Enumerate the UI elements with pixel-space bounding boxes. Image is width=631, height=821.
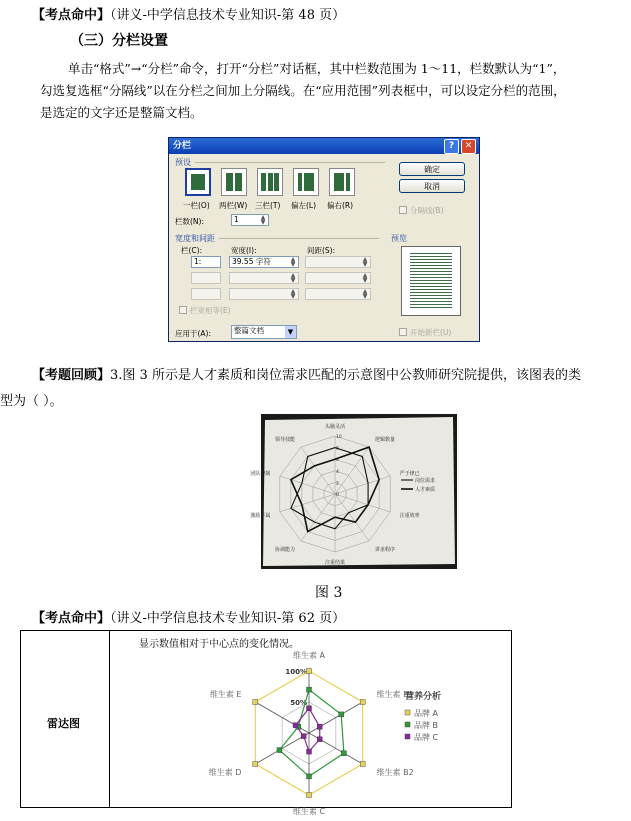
radar-axis-label: 维生素 B1 — [376, 690, 414, 699]
photo-tick-label: 10 — [336, 435, 342, 440]
cancel-button[interactable]: 取消 — [399, 179, 465, 193]
radar-series-point — [277, 748, 282, 753]
photo-tick-label: 6 — [336, 458, 339, 464]
preset-left[interactable] — [293, 168, 319, 196]
ok-button[interactable]: 确定 — [399, 162, 465, 176]
column-count-input[interactable] — [231, 214, 269, 226]
preview-page — [401, 246, 461, 316]
photo-axis-label: 激励下属 — [250, 513, 271, 520]
heading-2-bracket: 【考点命中】 — [32, 611, 111, 626]
spacing-header: 间距(S): — [307, 246, 336, 255]
radar-series-point — [307, 687, 312, 692]
radar-axis-label: 维生素 D — [208, 768, 242, 777]
heading-1 — [32, 4, 345, 23]
heading-1-ref: （讲义-中学信息技术专业知识-第 48 页） — [110, 8, 346, 23]
photo-legend-label: 岗位需求 — [415, 478, 436, 484]
chevron-down-icon[interactable]: ▼ — [285, 326, 296, 338]
equal-width-checkbox[interactable] — [179, 306, 187, 314]
spacing-input-3[interactable] — [305, 288, 371, 300]
photo-axis-label: 讲求程序 — [374, 547, 395, 554]
separator-label: 分隔线(B) — [410, 206, 444, 215]
photo-tick-label: 8 — [336, 446, 339, 452]
para-line-2: 勾选复选框“分隔线”以在分栏之间加上分隔线。在“应用范围”列表框中，可以设定分栏的范围， — [40, 83, 566, 98]
radar-axis-label: 维生素 B2 — [376, 768, 414, 777]
preset-right[interactable] — [329, 168, 355, 196]
legend-label: 品牌 B — [414, 721, 439, 730]
subheading: （三）分栏设置 — [70, 33, 168, 49]
legend-swatch — [405, 734, 410, 739]
columns-dialog — [168, 137, 480, 342]
col-number-1-text: 1: — [194, 257, 202, 266]
width-input-1[interactable] — [229, 256, 299, 268]
spinner-icon[interactable]: ▲ ▼ — [362, 256, 368, 268]
spinner-icon[interactable]: ▲ ▼ — [260, 214, 266, 226]
column-count-label: 栏数(N): — [175, 217, 204, 226]
radar-series-line — [279, 690, 343, 777]
figure-3-photo — [250, 414, 457, 569]
legend-swatch — [405, 710, 410, 715]
preset-label-3: 三栏(T) — [255, 201, 281, 210]
radar-tick-label: 100% — [285, 668, 307, 676]
width-group-label: 宽度和间距 — [175, 234, 215, 243]
radar-series-line — [296, 708, 320, 751]
preset-label-2: 两栏(W) — [219, 201, 248, 210]
radar-series-point — [307, 749, 312, 754]
preset-label-5: 偏右(R) — [327, 201, 354, 210]
radar-series-point — [301, 734, 306, 739]
radar-series-point — [307, 706, 312, 711]
photo-axis-label: 严于律已 — [399, 470, 420, 477]
col-number-2 — [191, 272, 221, 284]
preset-label-4: 偏左(L) — [291, 201, 317, 210]
para-line-1: 单击“格式”→“分栏”命令，打开“分栏”对话框，其中栏数范围为 1～11，栏数默认为“1”， — [68, 61, 566, 76]
radar-series-point — [360, 762, 365, 767]
photo-radar-svg — [250, 414, 457, 569]
preview-text-lines — [410, 253, 452, 309]
radar-series-point — [341, 751, 346, 756]
spacing-input-2[interactable] — [305, 272, 371, 284]
legend-label: 品牌 C — [414, 733, 439, 742]
preset-one-column[interactable] — [185, 168, 211, 196]
radar-series-point — [317, 737, 322, 742]
legend-title: 营养分析 — [405, 692, 442, 702]
radar-chart-svg — [113, 651, 508, 816]
radar-table — [20, 630, 512, 816]
figure-caption: 图 3 — [315, 585, 343, 601]
radar-series-point — [293, 723, 298, 728]
radar-axis-label: 维生素 A — [292, 651, 326, 660]
apply-to-label: 应用于(A): — [175, 329, 212, 338]
width-input-3[interactable] — [229, 288, 299, 300]
question-bracket: 【考题回顾】 — [32, 368, 111, 383]
photo-axis-label: 头脑灵活 — [324, 424, 346, 430]
spinner-icon[interactable]: ▲ ▼ — [362, 272, 368, 284]
photo-axis-label: 团队控制 — [250, 470, 271, 477]
apply-to-value: 整篇文档 — [234, 326, 264, 335]
photo-axis-label: 注重结果 — [324, 560, 346, 566]
radar-series-point — [307, 669, 312, 674]
new-column-label: 开始新栏(U) — [410, 328, 452, 337]
radar-series-point — [339, 712, 344, 717]
spinner-icon[interactable]: ▲ ▼ — [290, 256, 296, 268]
photo-axis-label: 逻辑数量 — [374, 436, 395, 443]
preset-label-1: 一栏(O) — [183, 201, 210, 210]
table-description: 显示数值相对于中心点的变化情况。 — [139, 639, 299, 650]
heading-2 — [32, 607, 345, 626]
spacing-input-1[interactable] — [305, 256, 371, 268]
col-number-3 — [191, 288, 221, 300]
photo-axis-label: 协调能力 — [275, 547, 296, 554]
close-button[interactable]: ✕ — [461, 139, 476, 154]
equal-width-label: 栏宽相等(E) — [190, 306, 231, 315]
photo-axis-label: 领导技能 — [275, 436, 296, 443]
separator-checkbox[interactable] — [399, 206, 407, 214]
legend-swatch — [405, 722, 410, 727]
preset-three-columns[interactable] — [257, 168, 283, 196]
question-line-2: 型为（ ）。 — [0, 394, 63, 409]
dialog-title: 分栏 — [173, 141, 192, 151]
spinner-icon[interactable]: ▲ ▼ — [290, 288, 296, 300]
apply-to-select[interactable] — [231, 325, 297, 339]
photo-tick-label: 4 — [336, 469, 339, 475]
width-input-2[interactable] — [229, 272, 299, 284]
question-text-1: 3.图 3 所示是人才素质和岗位需求匹配的示意图中公教师研究院提供，该图表的类 — [110, 368, 581, 383]
radar-tick-label: 50% — [290, 699, 307, 707]
col-header: 栏(C): — [181, 246, 203, 255]
para-line-3: 是选定的文字还是整篇文档。 — [40, 105, 203, 120]
spinner-icon[interactable]: ▲ ▼ — [362, 288, 368, 300]
heading-2-ref: （讲义-中学信息技术专业知识-第 62 页） — [110, 611, 346, 626]
radar-series-point — [317, 724, 322, 729]
column-count-value: 1 — [234, 215, 239, 224]
legend-label: 品牌 A — [414, 709, 439, 718]
preset-two-columns[interactable] — [221, 168, 247, 196]
radar-series-point — [253, 762, 258, 767]
radar-axis-label: 维生素 C — [292, 807, 326, 816]
photo-tick-label: 0 — [336, 493, 339, 498]
heading-1-bracket: 【考点命中】 — [32, 8, 111, 23]
preset-group-label: 预设 — [175, 158, 191, 167]
preview-group-label: 预览 — [391, 234, 407, 243]
radar-series-point — [307, 774, 312, 779]
radar-series-point — [307, 793, 312, 798]
spinner-icon[interactable]: ▲ ▼ — [290, 272, 296, 284]
new-column-checkbox[interactable] — [399, 328, 407, 336]
dialog-titlebar — [169, 138, 479, 154]
photo-axis-label: 注重效率 — [399, 513, 420, 520]
col-number-1 — [191, 256, 221, 268]
radar-series-point — [253, 700, 258, 705]
width-header: 宽度(I): — [231, 246, 257, 255]
help-button[interactable]: ? — [444, 139, 459, 154]
table-label: 雷达图 — [47, 717, 80, 730]
question-line-1 — [32, 364, 581, 383]
width-input-1-value: 39.55 字符 — [232, 257, 271, 266]
photo-tick-label: 2 — [336, 481, 339, 487]
photo-legend-label: 人才素质 — [415, 487, 436, 493]
radar-series-point — [360, 700, 365, 705]
radar-axis-label: 维生素 E — [209, 690, 242, 699]
